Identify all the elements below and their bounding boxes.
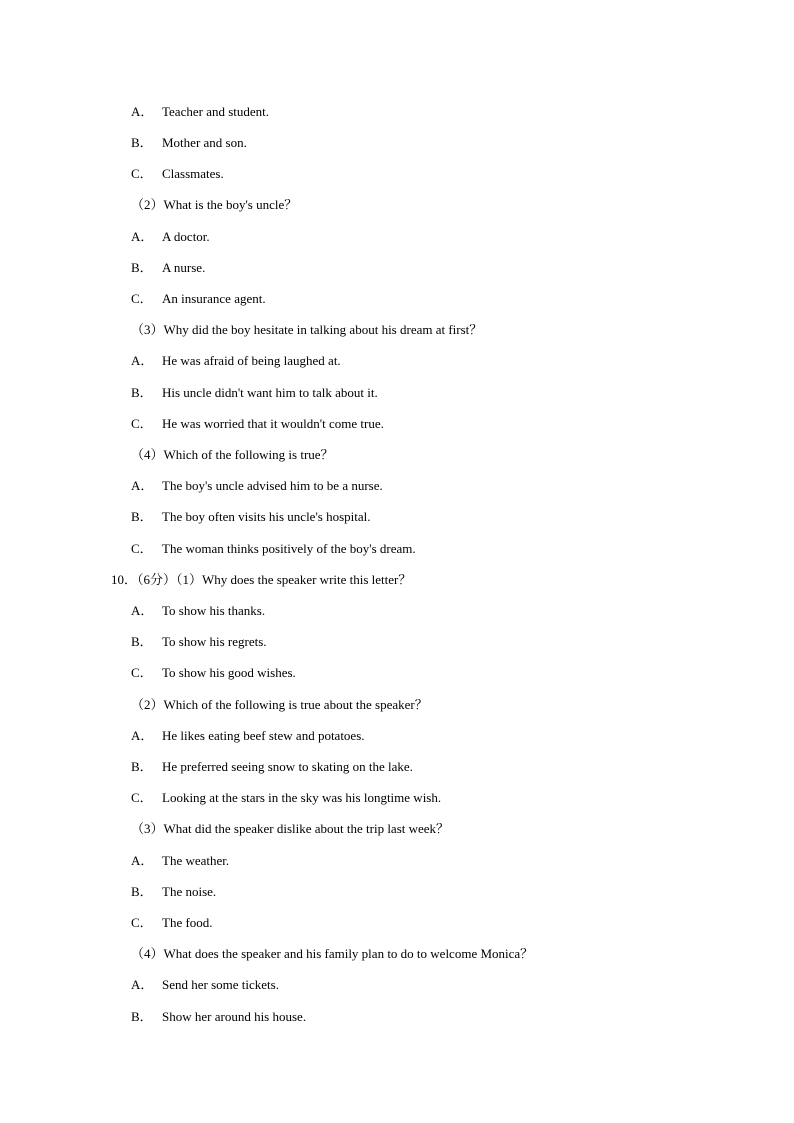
option-letter: A． xyxy=(131,104,154,119)
question-10-text: 10．（6分）（1）Why does the speaker write this letter？ xyxy=(111,572,412,587)
option-text: He was worried that it wouldn't come true. xyxy=(162,416,384,431)
option-text: Looking at the stars in the sky was his longtime wish. xyxy=(162,790,442,805)
option-letter: C． xyxy=(131,665,153,680)
option-letter: C． xyxy=(131,291,153,306)
option-a xyxy=(131,603,265,619)
option-letter: C． xyxy=(131,166,153,181)
option-b xyxy=(131,260,205,276)
option-text: The weather. xyxy=(162,853,230,868)
option-b xyxy=(131,1009,306,1025)
option-text: An insurance agent. xyxy=(162,291,266,306)
question-text: （2）What is the boy's uncle？ xyxy=(131,197,298,212)
option-a xyxy=(131,728,365,744)
option-letter: C． xyxy=(131,541,153,556)
option-text: He was afraid of being laughed at. xyxy=(162,353,341,368)
option-text: The woman thinks positively of the boy's dream. xyxy=(162,541,416,556)
option-text: To show his good wishes. xyxy=(162,665,296,680)
option-letter: C． xyxy=(131,915,153,930)
option-letter: A． xyxy=(131,728,154,743)
option-letter: A． xyxy=(131,853,154,868)
option-a xyxy=(131,853,229,869)
option-letter: B． xyxy=(131,759,153,774)
option-text: He preferred seeing snow to skating on the lake. xyxy=(162,759,413,774)
option-letter: A． xyxy=(131,353,154,368)
option-a xyxy=(131,977,279,993)
option-text: His uncle didn't want him to talk about it. xyxy=(162,385,378,400)
option-text: Mother and son. xyxy=(162,135,247,150)
option-letter: B． xyxy=(131,385,153,400)
option-text: To show his thanks. xyxy=(162,603,266,618)
option-c xyxy=(131,790,441,806)
option-c xyxy=(131,541,416,557)
question-text: （2）Which of the following is true about the speaker？ xyxy=(131,697,428,712)
option-text: Send her some tickets. xyxy=(162,977,279,992)
question-text: （3）Why did the boy hesitate in talking about his dream at first？ xyxy=(131,322,483,337)
option-a xyxy=(131,353,341,369)
option-b xyxy=(131,135,247,151)
option-text: The food. xyxy=(162,915,213,930)
option-letter: B． xyxy=(131,260,153,275)
option-a xyxy=(131,229,210,245)
option-text: The noise. xyxy=(162,884,217,899)
option-c xyxy=(131,665,296,681)
option-b xyxy=(131,884,216,900)
option-c xyxy=(131,915,213,931)
option-letter: B． xyxy=(131,135,153,150)
option-letter: B． xyxy=(131,1009,153,1024)
option-text: To show his regrets. xyxy=(162,634,267,649)
option-c xyxy=(131,416,384,432)
option-letter: B． xyxy=(131,634,153,649)
question-text: （4）What does the speaker and his family plan to do to welcome Monica？ xyxy=(131,946,534,961)
option-text: A doctor. xyxy=(162,229,210,244)
option-letter: A． xyxy=(131,603,154,618)
option-letter: C． xyxy=(131,790,153,805)
option-text: Teacher and student. xyxy=(162,104,270,119)
option-b xyxy=(131,759,413,775)
option-a xyxy=(131,478,383,494)
option-letter: A． xyxy=(131,977,154,992)
question-text: （3）What did the speaker dislike about the trip last week？ xyxy=(131,821,450,836)
option-b xyxy=(131,509,371,525)
question-text: （4）Which of the following is true？ xyxy=(131,447,334,462)
option-letter: C． xyxy=(131,416,153,431)
option-c xyxy=(131,166,224,182)
option-c xyxy=(131,291,266,307)
option-b xyxy=(131,634,267,650)
option-letter: A． xyxy=(131,229,154,244)
option-letter: A． xyxy=(131,478,154,493)
option-text: A nurse. xyxy=(162,260,206,275)
option-text: Show her around his house. xyxy=(162,1009,307,1024)
option-text: Classmates. xyxy=(162,166,224,181)
option-a xyxy=(131,104,269,120)
option-text: The boy often visits his uncle's hospital. xyxy=(162,509,371,524)
option-b xyxy=(131,385,378,401)
option-text: He likes eating beef stew and potatoes. xyxy=(162,728,365,743)
option-letter: B． xyxy=(131,884,153,899)
option-text: The boy's uncle advised him to be a nurse. xyxy=(162,478,383,493)
option-letter: B． xyxy=(131,509,153,524)
